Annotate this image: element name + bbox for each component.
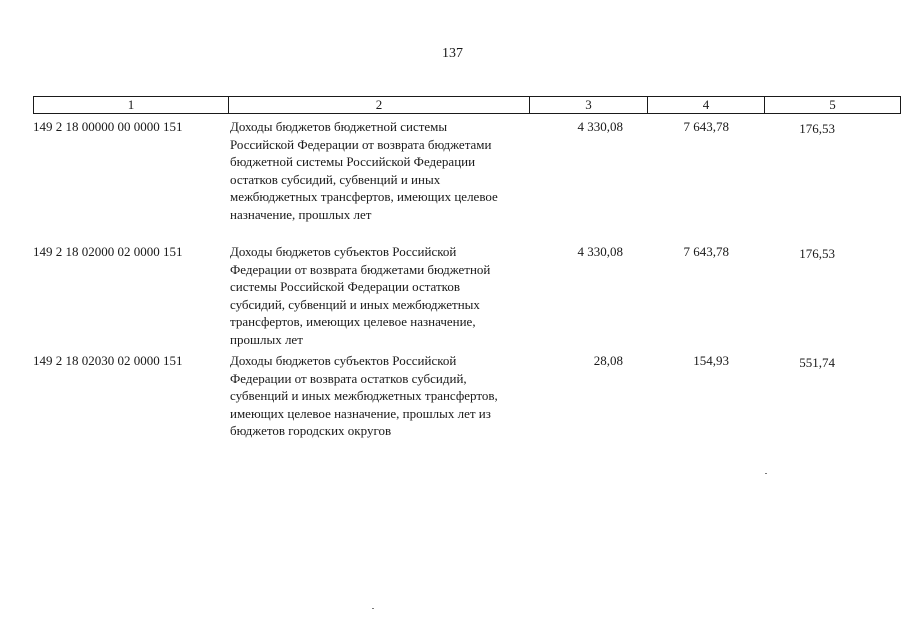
description-line: бюджетов городских округов [230,423,392,439]
value-col5: 176,53 [799,121,835,136]
description-line: системы Российской Федерации остатков [230,279,460,295]
table-header-row [33,96,901,114]
row-description [230,243,530,349]
description-line: межбюджетных трансфертов, имеющих целевое [230,189,498,205]
row-description [230,118,530,224]
scan-speck [765,473,767,474]
scan-speck [372,608,374,609]
description-line: трансфертов, имеющих целевое назначение, [230,314,476,330]
description-line: Доходы бюджетов бюджетной системы [230,119,448,134]
column-header-2: 2 [229,97,530,113]
value-col4: 7 643,78 [683,119,729,134]
row-description [230,352,530,440]
description-line: Доходы бюджетов субъектов Российской [230,244,457,259]
description-line: Федерации от возврата бюджетами бюджетной [230,261,491,277]
value-col5: 176,53 [799,246,835,261]
value-col4: 7 643,78 [683,244,729,259]
description-line: субсидий, субвенций и иных межбюджетных [230,296,480,312]
value-col5: 551,74 [799,355,835,370]
page-number: 137 [442,46,463,61]
description-line: остатков субсидий, субвенций и иных [230,171,441,187]
column-header-3: 3 [530,97,648,113]
description-line: Федерации от возврата остатков субсидий, [230,370,467,386]
budget-code: 149 2 18 02000 02 0000 151 [33,244,183,259]
value-col4: 154,93 [693,353,729,368]
description-line: Российской Федерации от возврата бюджетами [230,136,492,152]
value-col3: 4 330,08 [577,244,623,259]
value-col3: 28,08 [593,353,623,368]
description-line: прошлых лет [230,331,303,347]
description-line: назначение, прошлых лет [230,206,372,222]
description-line: субвенций и иных межбюджетных трансфертов, [230,388,498,404]
column-header-1: 1 [34,97,229,113]
budget-code: 149 2 18 02030 02 0000 151 [33,353,183,368]
value-col3: 4 330,08 [577,119,623,134]
column-header-5: 5 [829,97,836,112]
description-line: бюджетной системы Российской Федерации [230,154,476,170]
description-line: имеющих целевое назначение, прошлых лет из [230,405,491,421]
column-header-4: 4 [648,97,765,113]
description-line: Доходы бюджетов субъектов Российской [230,353,457,368]
budget-code: 149 2 18 00000 00 0000 151 [33,119,183,134]
